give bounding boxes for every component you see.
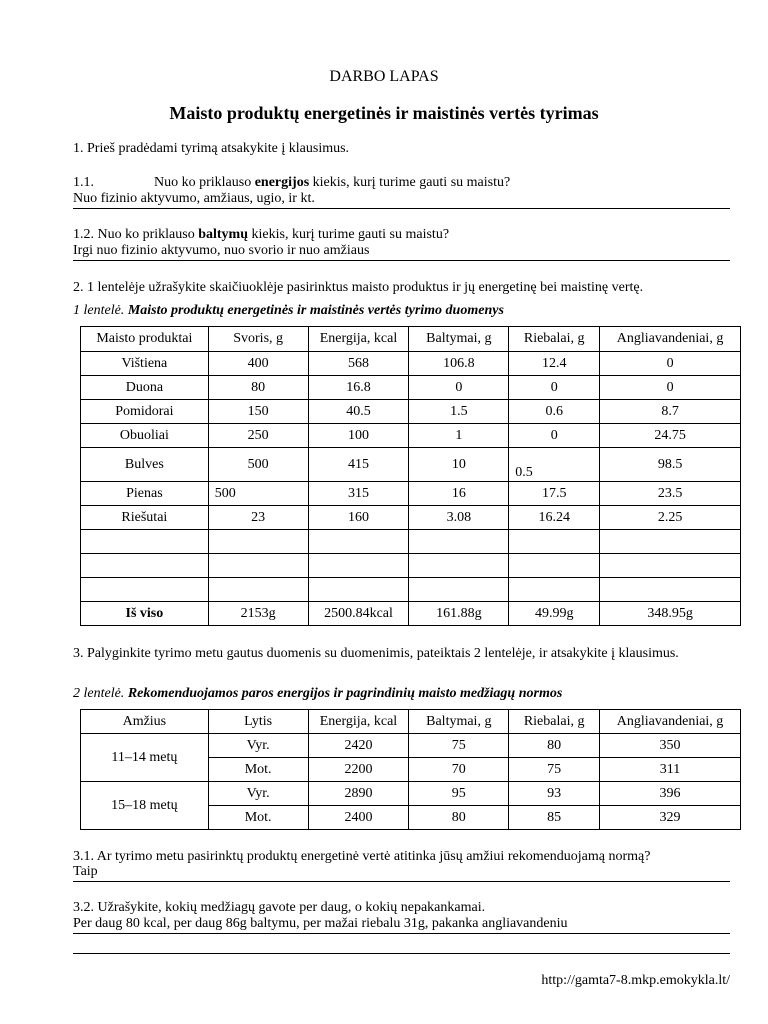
table-cell: 80 (208, 376, 308, 400)
table-cell (208, 554, 308, 578)
table-cell: 0 (409, 376, 509, 400)
table-cell: 0 (509, 376, 600, 400)
table-2-header: Baltymai, g (409, 710, 509, 734)
table-2 (80, 709, 741, 830)
question-3-1: 3.1. Ar tyrimo metu pasirinktų produktų energetinė vertė atitinka jūsų amžiui rekomenduojamą normą? (73, 849, 651, 864)
table-cell: 0 (509, 424, 600, 448)
table-2-header: Riebalai, g (509, 710, 600, 734)
table-cell: 1.5 (409, 400, 509, 424)
table-cell: Vyr. (208, 782, 308, 806)
answer-line (73, 881, 730, 882)
table-1-header-row (81, 327, 741, 352)
table-cell (208, 530, 308, 554)
table-2-caption: 2 lentelė. Rekomenduojamos paros energijos ir pagrindinių maisto medžiagų normos (73, 686, 563, 701)
question-1-2: 1.2. Nuo ko priklauso baltymų kiekis, kurį turime gauti su maistu? (73, 227, 450, 242)
table-cell: 17.5 (509, 482, 600, 506)
table-cell: 400 (208, 352, 308, 376)
product-name-cell (81, 578, 209, 602)
table-cell: 2890 (308, 782, 409, 806)
table-cell: 85 (509, 806, 600, 830)
answer-line (73, 953, 730, 954)
product-name-cell: Pienas (81, 482, 209, 506)
table-cell: 2420 (308, 734, 409, 758)
answer-3-1: Taip (73, 864, 98, 879)
document-title: Maisto produktų energetinės ir maistinės vertės tyrimas (169, 103, 599, 123)
table-1-header: Energija, kcal (308, 327, 409, 352)
question-3-2: 3.2. Užrašykite, kokių medžiagų gavote per daug, o kokių nepakankamai. (73, 900, 486, 915)
table-cell: 2.25 (600, 506, 741, 530)
table-row (81, 506, 741, 530)
table-2-header: Amžius (81, 710, 209, 734)
product-name-cell: Obuoliai (81, 424, 209, 448)
table-cell: 93 (509, 782, 600, 806)
table-cell: 350 (600, 734, 741, 758)
table-1-header: Angliavandeniai, g (600, 327, 741, 352)
table-cell: 100 (308, 424, 409, 448)
question-1-1: 1.1. Nuo ko priklauso energijos kiekis, kurį turime gauti su maistu? (73, 175, 511, 190)
table-cell: 40.5 (308, 400, 409, 424)
table-cell: 23.5 (600, 482, 741, 506)
table-1-header: Maisto produktai (81, 327, 209, 352)
table-cell: 0 (600, 352, 741, 376)
table-cell: 106.8 (409, 352, 509, 376)
table-cell (509, 578, 600, 602)
table-cell: 568 (308, 352, 409, 376)
table-cell: 0.5 (509, 448, 600, 482)
table-cell: 16.24 (509, 506, 600, 530)
table-cell (600, 530, 741, 554)
table-2-header: Lytis (208, 710, 308, 734)
answer-3-2: Per daug 80 kcal, per daug 86g baltymu, per mažai riebalu 31g, pakanka angliavandeniu (73, 916, 568, 931)
table-cell: 23 (208, 506, 308, 530)
table-cell: 500 (208, 448, 308, 482)
table-1-total-cell: 348.95g (600, 602, 741, 626)
table-row (81, 448, 741, 482)
table-cell: 70 (409, 758, 509, 782)
table-cell: 12.4 (509, 352, 600, 376)
table-1-total-cell: 49.99g (509, 602, 600, 626)
table-cell (308, 530, 409, 554)
answer-line (73, 208, 730, 209)
table-cell: Mot. (208, 758, 308, 782)
table-cell: 80 (509, 734, 600, 758)
answer-line (73, 260, 730, 261)
table-1 (80, 326, 741, 626)
table-1-total-row (81, 602, 741, 626)
question-1-1-number: 1.1. (73, 175, 94, 190)
answer-1-1: Nuo fizinio aktyvumo, amžiaus, ugio, ir kt. (73, 191, 315, 206)
table-cell: 8.7 (600, 400, 741, 424)
table-cell: 75 (509, 758, 600, 782)
table-cell: 150 (208, 400, 308, 424)
table-cell (600, 554, 741, 578)
table-1-header: Baltymai, g (409, 327, 509, 352)
table-1-caption: 1 lentelė. Maisto produktų energetinės ir maistinės vertės tyrimo duomenys (73, 303, 504, 318)
table-row (81, 400, 741, 424)
table-cell (409, 530, 509, 554)
product-name-cell (81, 554, 209, 578)
table-cell (509, 554, 600, 578)
section-1-intro: 1. Prieš pradėdami tyrimą atsakykite į klausimus. (73, 141, 350, 156)
table-cell: 95 (409, 782, 509, 806)
table-cell (409, 554, 509, 578)
table-cell: 2400 (308, 806, 409, 830)
table-cell: 329 (600, 806, 741, 830)
product-name-cell: Riešutai (81, 506, 209, 530)
table-row (81, 734, 741, 758)
table-cell: 0 (600, 376, 741, 400)
table-cell: 10 (409, 448, 509, 482)
answer-line (73, 933, 730, 934)
table-row (81, 782, 741, 806)
table-cell: 80 (409, 806, 509, 830)
table-cell: 500 (208, 482, 308, 506)
table-cell: 396 (600, 782, 741, 806)
table-cell: 98.5 (600, 448, 741, 482)
table-cell: 315 (308, 482, 409, 506)
table-cell: 3.08 (409, 506, 509, 530)
product-name-cell: Vištiena (81, 352, 209, 376)
table-cell (308, 578, 409, 602)
table-cell: 311 (600, 758, 741, 782)
table-cell (600, 578, 741, 602)
table-cell: 415 (308, 448, 409, 482)
table-row (81, 352, 741, 376)
table-cell (208, 578, 308, 602)
table-cell: 16 (409, 482, 509, 506)
table-cell (308, 554, 409, 578)
section-2-intro: 2. 1 lentelėje užrašykite skaičiuoklėje pasirinktus maisto produktus ir jų energetinę bei maistinę vertę. (73, 280, 644, 295)
table-cell: 160 (308, 506, 409, 530)
age-group-cell: 15–18 metų (81, 782, 209, 830)
table-cell: 75 (409, 734, 509, 758)
table-2-header: Energija, kcal (308, 710, 409, 734)
table-cell: 1 (409, 424, 509, 448)
table-1-header: Svoris, g (208, 327, 308, 352)
product-name-cell: Pomidorai (81, 400, 209, 424)
product-name-cell (81, 530, 209, 554)
table-cell: 2200 (308, 758, 409, 782)
table-cell: 24.75 (600, 424, 741, 448)
table-cell: 16.8 (308, 376, 409, 400)
table-cell: 250 (208, 424, 308, 448)
table-row (81, 376, 741, 400)
table-1-total-cell: 161.88g (409, 602, 509, 626)
table-1-total-label: Iš viso (81, 602, 209, 626)
document-label: DARBO LAPAS (329, 68, 439, 85)
age-group-cell: 11–14 metų (81, 734, 209, 782)
table-2-header-row (81, 710, 741, 734)
table-row (81, 554, 741, 578)
table-row (81, 530, 741, 554)
table-row (81, 482, 741, 506)
footer-url: http://gamta7-8.mkp.emokykla.lt/ (541, 973, 730, 988)
section-3-intro: 3. Palyginkite tyrimo metu gautus duomenis su duomenimis, pateiktais 2 lentelėje, ir atsakykite į klausimus. (73, 646, 679, 661)
table-cell: Mot. (208, 806, 308, 830)
table-row (81, 578, 741, 602)
answer-1-2: Irgi nuo fizinio aktyvumo, nuo svorio ir nuo amžiaus (73, 243, 370, 258)
table-cell (509, 530, 600, 554)
table-cell: 0.6 (509, 400, 600, 424)
table-1-header: Riebalai, g (509, 327, 600, 352)
table-cell (409, 578, 509, 602)
table-1-total-cell: 2153g (208, 602, 308, 626)
table-1-total-cell: 2500.84kcal (308, 602, 409, 626)
table-cell: Vyr. (208, 734, 308, 758)
product-name-cell: Duona (81, 376, 209, 400)
product-name-cell: Bulves (81, 448, 209, 482)
table-2-header: Angliavandeniai, g (600, 710, 741, 734)
table-row (81, 424, 741, 448)
